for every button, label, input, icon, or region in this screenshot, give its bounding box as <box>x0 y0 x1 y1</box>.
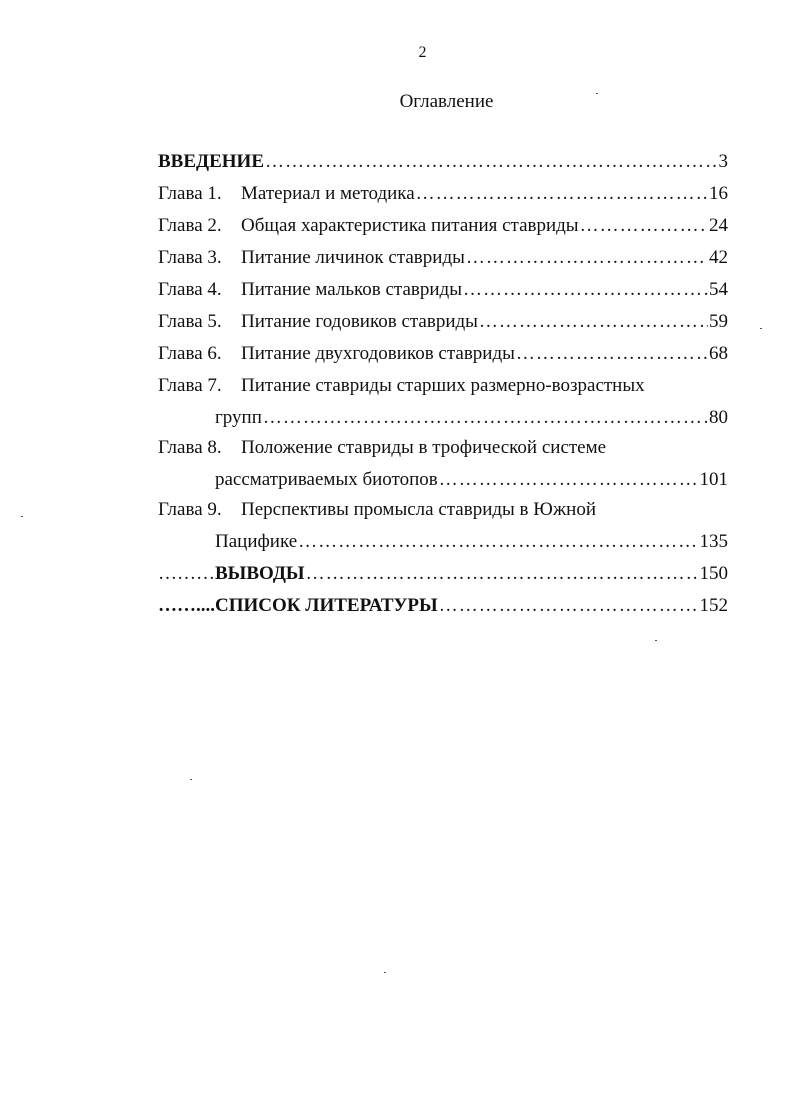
toc-entry-page: 16 <box>709 183 728 204</box>
toc-entry-page: 59 <box>709 311 728 332</box>
toc-leader-dots <box>298 531 698 553</box>
scan-speck <box>190 779 192 780</box>
toc-entry-title: Питание мальков ставриды <box>241 279 462 300</box>
toc-entry-chapter: Глава 9. <box>158 499 222 520</box>
toc-entry-title-continued: рассматриваемых биотопов <box>215 469 438 490</box>
toc-entry-chapter-9[interactable] <box>158 499 728 561</box>
page-number: 2 <box>418 44 427 61</box>
toc-entry-chapter: Глава 7. <box>158 375 222 396</box>
toc-leader-dots <box>466 247 708 269</box>
toc-entry-title: Перспективы промысла ставриды в Южной <box>241 499 596 520</box>
toc-leader-dots <box>306 563 699 585</box>
toc-entry-chapter: Глава 8. <box>158 437 222 458</box>
toc-entry-title-continued: Пацифике <box>215 531 298 552</box>
toc-entry-page: 135 <box>699 531 728 552</box>
toc-entry-title: СПИСОК ЛИТЕРАТУРЫ <box>215 595 438 616</box>
toc-entry-chapter: Глава 3. <box>158 247 222 268</box>
toc-leader-dots <box>516 343 708 365</box>
toc-entry-title: ВВЕДЕНИЕ <box>158 151 264 172</box>
toc-entry-page: 42 <box>709 247 728 268</box>
toc-entry-title: Питание годовиков ставриды <box>241 311 478 332</box>
toc-entry-chapter: Глава 2. <box>158 215 222 236</box>
toc-entry-page: 68 <box>709 343 728 364</box>
toc-entry-title-continued: групп <box>215 407 262 428</box>
toc-entry-page: 80 <box>709 407 728 428</box>
toc-leader-dots <box>439 595 699 617</box>
scan-speck <box>21 516 23 517</box>
toc-entry-chapter: Глава 6. <box>158 343 222 364</box>
toc-leader-dots <box>580 215 708 237</box>
toc-leader-prefix: …….... <box>158 595 215 616</box>
toc-entry-page: 152 <box>699 595 728 616</box>
toc-leader-prefix: ……… <box>158 563 215 584</box>
toc-entry-chapter-1[interactable] <box>158 183 728 211</box>
toc-entry-title: Питание ставриды старших размерно-возрастных <box>241 375 645 396</box>
scan-speck <box>384 972 386 973</box>
toc-entry-title: Питание двухгодовиков ставриды <box>241 343 515 364</box>
scan-speck <box>655 640 657 641</box>
toc-entry-chapter-8[interactable] <box>158 437 728 499</box>
toc-entry-chapter-5[interactable] <box>158 311 728 339</box>
toc-entry-page: 54 <box>709 279 728 300</box>
toc-entry-chapter: Глава 4. <box>158 279 222 300</box>
toc-entry-chapter-2[interactable] <box>158 215 728 243</box>
toc-entry-introduction[interactable] <box>158 151 728 179</box>
toc-entry-page: 24 <box>709 215 728 236</box>
toc-leader-dots <box>479 311 708 333</box>
toc-entry-chapter: Глава 5. <box>158 311 222 332</box>
scan-speck <box>760 328 762 329</box>
toc-leader-dots <box>263 407 708 429</box>
toc-entry-page: 3 <box>718 151 728 172</box>
toc-entry-conclusions[interactable] <box>158 563 728 591</box>
toc-entry-chapter-6[interactable] <box>158 343 728 371</box>
toc-entry-chapter-3[interactable] <box>158 247 728 275</box>
toc-entry-title: Общая характеристика питания ставриды <box>241 215 579 236</box>
toc-entry-chapter: Глава 1. <box>158 183 222 204</box>
toc-entry-title: Положение ставриды в трофической системе <box>241 437 607 458</box>
toc-entry-title: ВЫВОДЫ <box>215 563 305 584</box>
toc-entry-title: Питание личинок ставриды <box>241 247 465 268</box>
toc-leader-dots <box>265 151 718 173</box>
toc-entry-page: 150 <box>699 563 728 584</box>
toc-entry-chapter-7[interactable] <box>158 375 728 437</box>
toc-leader-dots <box>439 469 699 491</box>
toc-title: Оглавление <box>399 91 494 112</box>
toc-entry-references[interactable] <box>158 595 728 623</box>
toc-entry-title: Материал и методика <box>241 183 415 204</box>
toc-entry-chapter-4[interactable] <box>158 279 728 307</box>
toc-leader-dots <box>463 279 708 301</box>
scan-speck <box>596 93 598 94</box>
toc-entry-page: 101 <box>699 469 728 490</box>
toc-leader-dots <box>416 183 708 205</box>
